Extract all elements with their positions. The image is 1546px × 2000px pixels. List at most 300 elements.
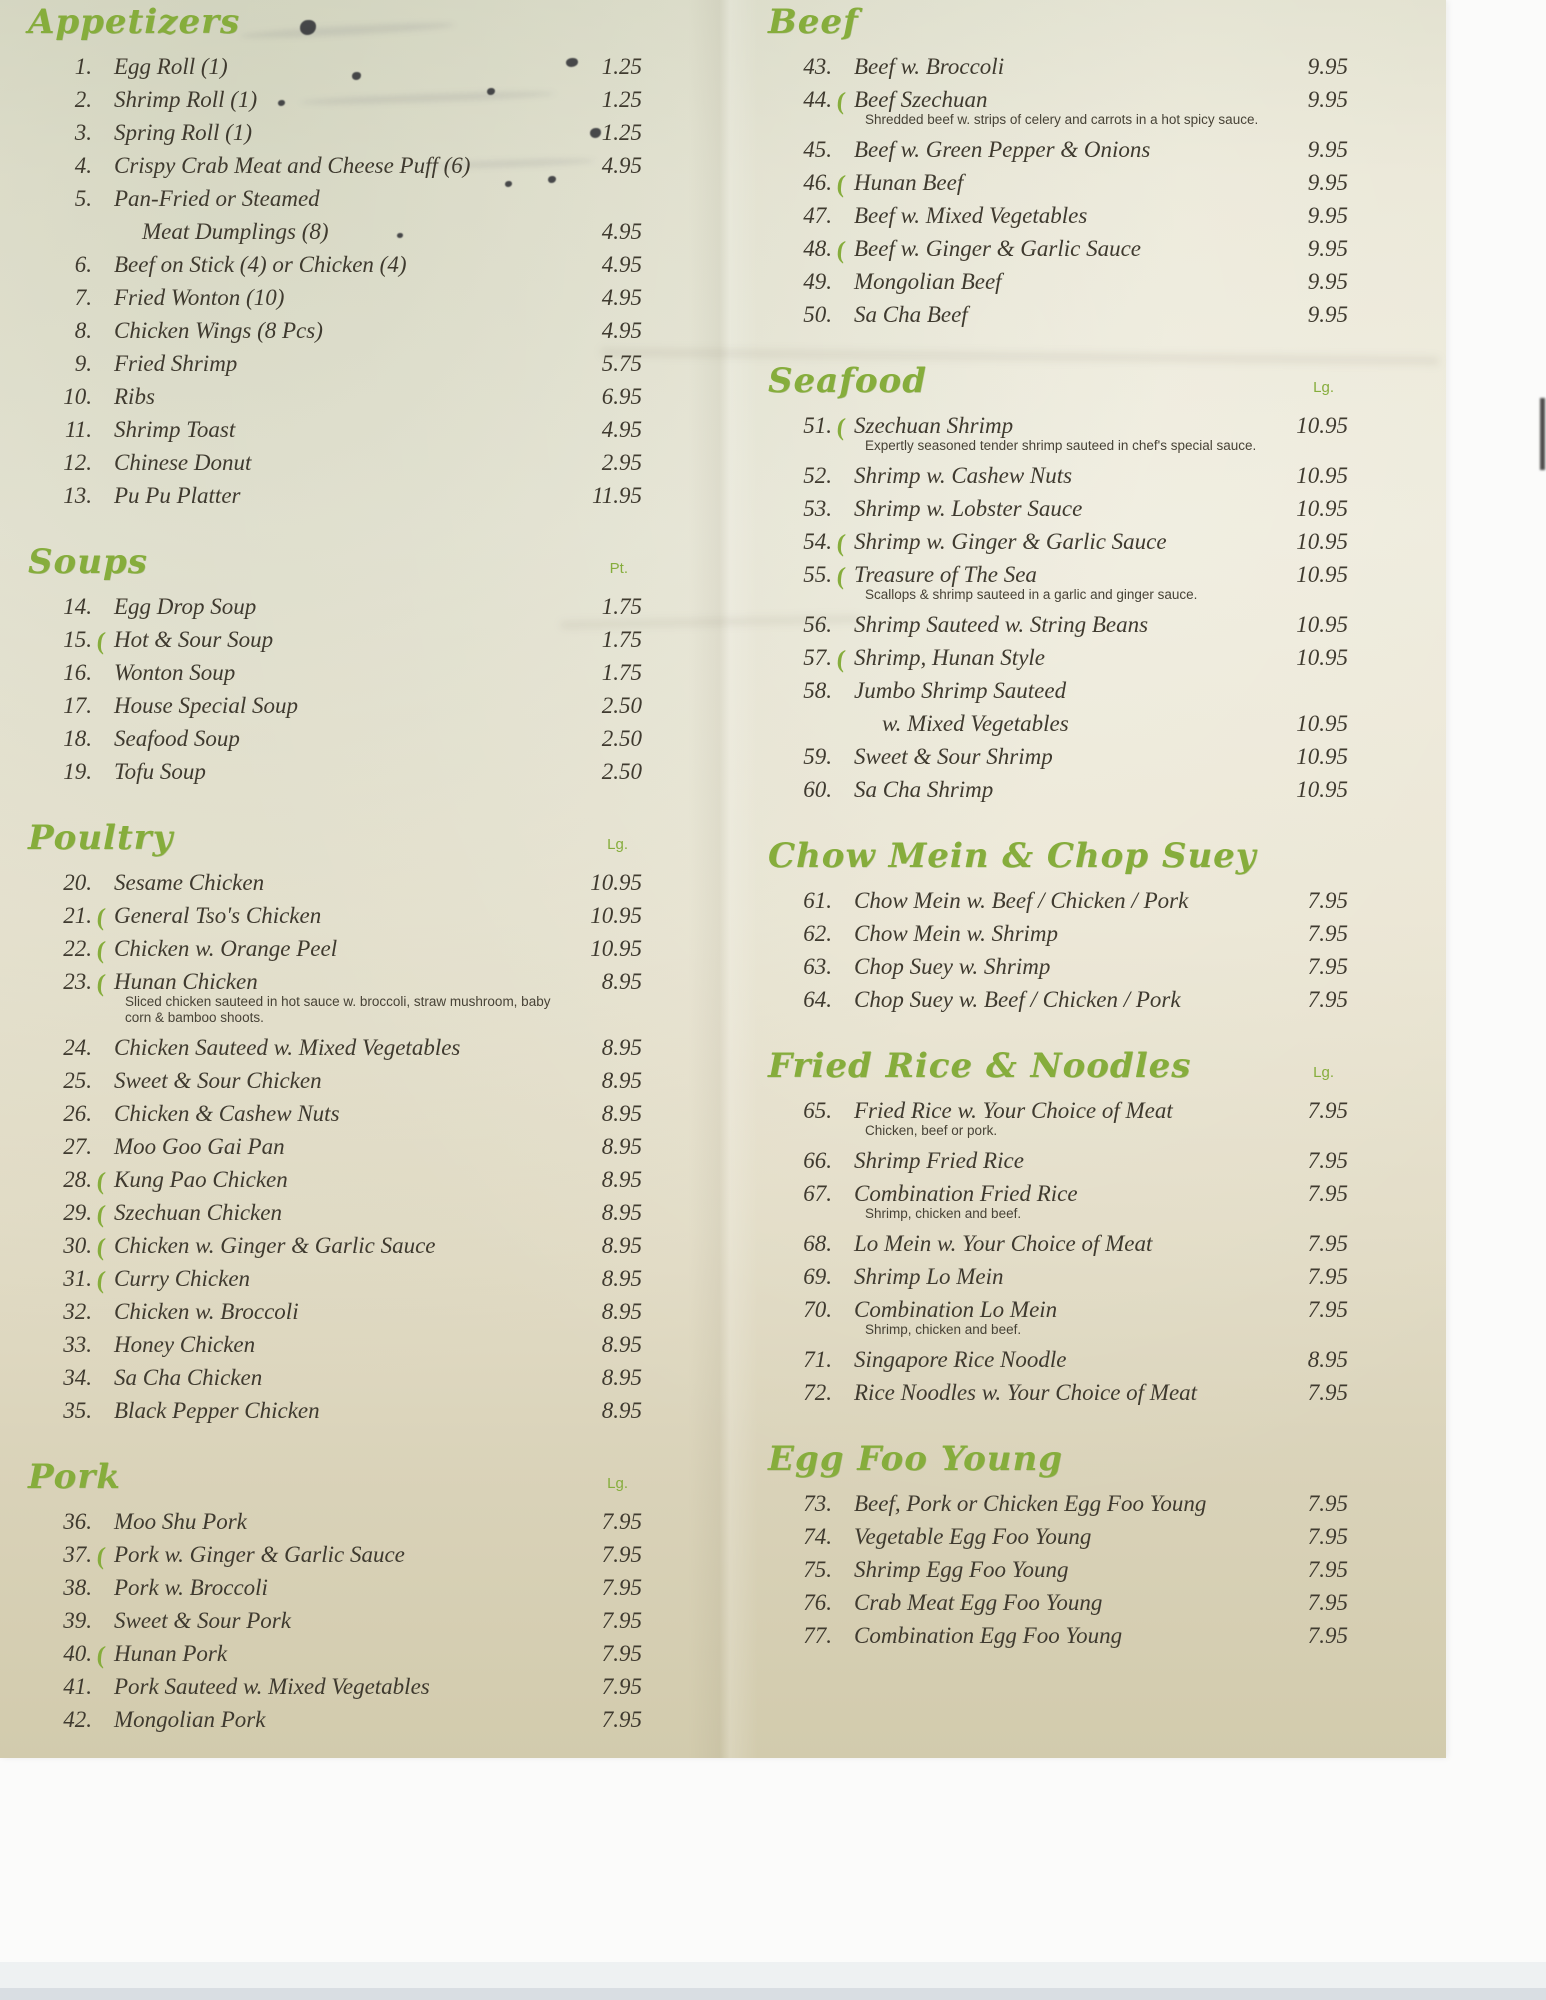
item-name: Kung Pao Chicken [114, 1167, 288, 1192]
item-name: Pork w. Broccoli [114, 1575, 268, 1600]
spicy-pepper-icon [832, 909, 850, 911]
item-price: 1.75 [601, 627, 642, 652]
spicy-pepper-icon [832, 1578, 850, 1580]
item-name: Chop Suey w. Beef / Chicken / Pork [854, 987, 1181, 1012]
spicy-pepper-icon [92, 372, 110, 374]
spicy-pepper-icon [832, 633, 850, 635]
menu-item-34 [30, 1361, 642, 1394]
section-title: Fried Rice & Noodles [768, 1046, 1192, 1086]
spicy-pepper-icon: ( [95, 1167, 107, 1196]
item-price: 10.95 [1296, 777, 1348, 802]
item-name: Sa Cha Chicken [114, 1365, 263, 1390]
item-number: 15. [63, 627, 92, 652]
section-chow-mein [770, 836, 1348, 1016]
spicy-pepper-icon [92, 747, 110, 749]
spicy-pepper-icon [832, 1401, 850, 1403]
spicy-pepper-icon [832, 1644, 850, 1646]
item-price: 7.95 [1307, 1590, 1348, 1615]
item-price: 7.95 [1307, 1181, 1348, 1206]
item-description: Sliced chicken sauteed in hot sauce w. broccoli, straw mushroom, baby corn & bamboo shoots. [125, 994, 551, 1025]
item-number: 21. [63, 903, 92, 928]
item-name: Fried Rice w. Your Choice of Meat [854, 1098, 1173, 1123]
section-title: Soups [28, 542, 148, 582]
item-number: 26. [63, 1101, 92, 1126]
item-number: 55. [803, 562, 832, 587]
section-title: Poultry [28, 818, 174, 858]
scan-edge-mark [1540, 398, 1545, 470]
item-number: 28. [63, 1167, 92, 1192]
item-number: 68. [803, 1231, 832, 1256]
item-price: 9.95 [1307, 87, 1348, 112]
item-number: 10. [63, 384, 92, 409]
menu-item-49 [770, 265, 1348, 298]
spicy-pepper-icon [92, 780, 110, 782]
item-price: 10.95 [590, 936, 642, 961]
spicy-pepper-icon [832, 484, 850, 486]
spicy-pepper-icon [832, 224, 850, 226]
item-number: 56. [803, 612, 832, 637]
item-name: Chicken w. Orange Peel [114, 936, 338, 961]
menu-item-32 [30, 1295, 642, 1328]
item-name: Beef, Pork or Chicken Egg Foo Young [854, 1491, 1207, 1516]
item-name: Treasure of The Sea [854, 562, 1037, 587]
item-price: 6.95 [601, 384, 642, 409]
item-price: 1.25 [601, 120, 642, 145]
spicy-pepper-icon [92, 891, 110, 893]
spicy-pepper-icon: ( [835, 562, 847, 591]
item-price: 10.95 [1296, 463, 1348, 488]
spicy-pepper-icon [832, 765, 850, 767]
menu-item-63 [770, 950, 1348, 983]
item-number: 38. [63, 1575, 92, 1600]
item-name: Chicken w. Broccoli [114, 1299, 299, 1324]
item-price: 9.95 [1307, 137, 1348, 162]
item-number: 45. [803, 137, 832, 162]
menu-item-60 [770, 773, 1348, 806]
item-name: Moo Shu Pork [114, 1509, 247, 1534]
item-number: 74. [803, 1524, 832, 1549]
section-title: Egg Foo Young [768, 1439, 1063, 1479]
menu-item-4 [30, 149, 642, 182]
item-number: 1. [74, 54, 92, 79]
item-number: 14. [63, 594, 92, 619]
item-name: Beef w. Mixed Vegetables [854, 203, 1088, 228]
item-name: Hunan Beef [854, 170, 964, 195]
menu-item-29 [30, 1196, 642, 1229]
item-price: 9.95 [1307, 302, 1348, 327]
item-number: 47. [803, 203, 832, 228]
item-name: General Tso's Chicken [114, 903, 322, 928]
item-number: 25. [63, 1068, 92, 1093]
item-price: 2.50 [601, 726, 642, 751]
item-name: Shrimp, Hunan Style [854, 645, 1046, 670]
menu-item-52 [770, 459, 1348, 492]
menu-item-27 [30, 1130, 642, 1163]
spicy-pepper-icon: ( [95, 936, 107, 965]
item-name: Beef Szechuan [854, 87, 988, 112]
item-price: 8.95 [601, 1332, 642, 1357]
menu-item-5 [30, 182, 642, 248]
size-column-label: Lg. [1313, 1064, 1334, 1081]
item-name: Curry Chicken [114, 1266, 251, 1291]
item-description: Scallops & shrimp sauteed in a garlic and ginger sauce. [865, 587, 1198, 602]
spicy-pepper-icon [832, 1512, 850, 1514]
menu-item-70 [770, 1293, 1348, 1326]
item-name: Black Pepper Chicken [114, 1398, 320, 1423]
menu-item-46 [770, 166, 1348, 199]
item-name: Sweet & Sour Chicken [114, 1068, 322, 1093]
spicy-pepper-icon [92, 339, 110, 341]
spicy-pepper-icon [92, 1596, 110, 1598]
spicy-pepper-icon [92, 1386, 110, 1388]
spicy-pepper-icon: ( [95, 1200, 107, 1229]
section-fried-rice [770, 1046, 1348, 1409]
item-name: Beef w. Green Pepper & Onions [854, 137, 1151, 162]
spicy-pepper-icon [92, 1728, 110, 1730]
spicy-pepper-icon [92, 306, 110, 308]
item-name: Egg Drop Soup [114, 594, 257, 619]
section-header [768, 1439, 1348, 1479]
item-price: 1.75 [601, 594, 642, 619]
item-name: Pork w. Ginger & Garlic Sauce [114, 1542, 405, 1567]
spicy-pepper-icon [832, 1119, 850, 1121]
paper-crease [688, 0, 758, 1758]
spicy-pepper-icon [92, 1695, 110, 1697]
item-name: Seafood Soup [114, 726, 240, 751]
item-number: 6. [74, 252, 92, 277]
item-name: Chow Mein w. Shrimp [854, 921, 1059, 946]
spicy-pepper-icon [832, 1285, 850, 1287]
spicy-pepper-icon: ( [95, 627, 107, 656]
item-name: Pu Pu Platter [114, 483, 241, 508]
item-number: 17. [63, 693, 92, 718]
item-name: Shrimp Fried Rice [854, 1148, 1024, 1173]
spicy-pepper-icon: ( [835, 529, 847, 558]
item-number: 57. [803, 645, 832, 670]
spicy-pepper-icon [92, 1320, 110, 1322]
spicy-pepper-icon [832, 517, 850, 519]
item-name: Mongolian Beef [854, 269, 1002, 294]
item-price: 7.95 [1307, 1297, 1348, 1322]
item-price: 4.95 [601, 219, 642, 244]
spicy-pepper-icon: ( [95, 1641, 107, 1670]
menu-item-64 [770, 983, 1348, 1016]
section-header [28, 2, 642, 42]
menu-item-25 [30, 1064, 642, 1097]
item-name: Pork Sauteed w. Mixed Vegetables [114, 1674, 430, 1699]
item-number: 23. [63, 969, 92, 994]
item-number: 11. [64, 417, 92, 442]
size-column-label: Lg. [607, 1475, 628, 1492]
item-price: 9.95 [1307, 236, 1348, 261]
item-name: Beef on Stick (4) or Chicken (4) [114, 252, 407, 277]
item-name: Combination Egg Foo Young [854, 1623, 1123, 1648]
item-name: Singapore Rice Noodle [854, 1347, 1067, 1372]
item-name: Rice Noodles w. Your Choice of Meat [854, 1380, 1198, 1405]
spicy-pepper-icon [92, 1122, 110, 1124]
item-name: Chow Mein w. Beef / Chicken / Pork [854, 888, 1189, 913]
item-number: 60. [803, 777, 832, 802]
section-seafood [770, 361, 1348, 806]
menu-item-26 [30, 1097, 642, 1130]
item-name: Sweet & Sour Shrimp [854, 744, 1053, 769]
item-name: Chicken Sauteed w. Mixed Vegetables [114, 1035, 461, 1060]
item-price: 10.95 [1296, 711, 1348, 736]
item-price: 8.95 [601, 1035, 642, 1060]
item-price: 8.95 [1307, 1347, 1348, 1372]
item-name: Shrimp Roll (1) [114, 87, 258, 112]
spicy-pepper-icon [92, 273, 110, 275]
item-number: 39. [63, 1608, 92, 1633]
item-number: 24. [63, 1035, 92, 1060]
item-number: 65. [803, 1098, 832, 1123]
item-name: Chinese Donut [114, 450, 252, 475]
menu-item-37 [30, 1538, 642, 1571]
spicy-pepper-icon [832, 1169, 850, 1171]
spicy-pepper-icon [92, 75, 110, 77]
item-number: 32. [63, 1299, 92, 1324]
item-price: 8.95 [601, 1134, 642, 1159]
menu-item-39 [30, 1604, 642, 1637]
menu-column-left [28, 2, 642, 1736]
spicy-pepper-icon [92, 1089, 110, 1091]
section-title: Appetizers [28, 2, 241, 42]
item-price: 4.95 [601, 417, 642, 442]
item-number: 71. [803, 1347, 832, 1372]
menu-item-36 [30, 1505, 642, 1538]
menu-item-7 [30, 281, 642, 314]
menu-item-48 [770, 232, 1348, 265]
item-name: Ribs [114, 384, 155, 409]
item-number: 73. [803, 1491, 832, 1516]
item-name: Combination Fried Rice [854, 1181, 1078, 1206]
section-title: Pork [28, 1457, 121, 1497]
menu-item-57 [770, 641, 1348, 674]
item-price: 7.95 [1307, 1231, 1348, 1256]
item-number: 59. [803, 744, 832, 769]
menu-item-45 [770, 133, 1348, 166]
section-title: Seafood [768, 361, 927, 401]
menu-item-31 [30, 1262, 642, 1295]
spicy-pepper-icon: ( [835, 413, 847, 442]
item-number: 49. [803, 269, 832, 294]
item-price: 7.95 [1307, 1148, 1348, 1173]
menu-item-69 [770, 1260, 1348, 1293]
spicy-pepper-icon [92, 438, 110, 440]
menu-item-3 [30, 116, 642, 149]
spicy-pepper-icon [92, 615, 110, 617]
menu-item-35 [30, 1394, 642, 1427]
item-name: Sa Cha Beef [854, 302, 968, 327]
item-price: 11.95 [591, 483, 642, 508]
item-number: 62. [803, 921, 832, 946]
item-price: 8.95 [601, 1398, 642, 1423]
item-number: 8. [74, 318, 92, 343]
menu-item-9 [30, 347, 642, 380]
item-price: 10.95 [1296, 612, 1348, 637]
spicy-pepper-icon [92, 504, 110, 506]
menu-item-22 [30, 932, 642, 965]
menu-item-65 [770, 1094, 1348, 1127]
section-header [28, 1457, 642, 1497]
item-number: 37. [63, 1542, 92, 1567]
item-number: 35. [63, 1398, 92, 1423]
item-name: Shrimp Sauteed w. String Beans [854, 612, 1149, 637]
item-price: 8.95 [601, 1200, 642, 1225]
spicy-pepper-icon [92, 405, 110, 407]
item-number: 51. [803, 413, 832, 438]
spicy-pepper-icon [92, 141, 110, 143]
item-number: 54. [803, 529, 832, 554]
item-number: 9. [74, 351, 92, 376]
item-number: 4. [74, 153, 92, 178]
item-name: Tofu Soup [114, 759, 206, 784]
item-name: Jumbo Shrimp Sauteed w. Mixed Vegetables [854, 678, 1069, 736]
menu-item-28 [30, 1163, 642, 1196]
spicy-pepper-icon [832, 158, 850, 160]
section-title: Beef [768, 2, 859, 42]
item-number: 42. [63, 1707, 92, 1732]
section-appetizers [30, 2, 642, 512]
item-price: 7.95 [1307, 987, 1348, 1012]
item-name: House Special Soup [114, 693, 298, 718]
item-number: 72. [803, 1380, 832, 1405]
menu-item-14 [30, 590, 642, 623]
menu-item-38 [30, 1571, 642, 1604]
item-name: Wonton Soup [114, 660, 236, 685]
item-name: Shrimp Egg Foo Young [854, 1557, 1069, 1582]
item-price: 7.95 [1307, 888, 1348, 913]
item-name: Sweet & Sour Pork [114, 1608, 291, 1633]
spicy-pepper-icon [832, 75, 850, 77]
menu-item-43 [770, 50, 1348, 83]
menu-item-68 [770, 1227, 1348, 1260]
menu-item-71 [770, 1343, 1348, 1376]
spicy-pepper-icon [832, 699, 850, 701]
item-name: Pan-Fried or Steamed Meat Dumplings (8) [114, 186, 329, 244]
item-description: Shrimp, chicken and beef. [865, 1322, 1022, 1337]
item-price: 9.95 [1307, 269, 1348, 294]
spicy-pepper-icon [92, 1155, 110, 1157]
item-number: 50. [803, 302, 832, 327]
item-price: 4.95 [601, 318, 642, 343]
menu-item-8 [30, 314, 642, 347]
menu-item-2 [30, 83, 642, 116]
menu-item-74 [770, 1520, 1348, 1553]
menu-item-50 [770, 298, 1348, 331]
spicy-pepper-icon: ( [95, 1266, 107, 1295]
spicy-pepper-icon [832, 1318, 850, 1320]
item-name: Shrimp w. Lobster Sauce [854, 496, 1083, 521]
item-number: 27. [63, 1134, 92, 1159]
scanner-edge [0, 1962, 1546, 1988]
item-price: 7.95 [601, 1575, 642, 1600]
item-price: 2.50 [601, 693, 642, 718]
spicy-pepper-icon [832, 1611, 850, 1613]
item-number: 52. [803, 463, 832, 488]
spicy-pepper-icon: ( [835, 170, 847, 199]
item-name: Lo Mein w. Your Choice of Meat [854, 1231, 1153, 1256]
spicy-pepper-icon [92, 1530, 110, 1532]
item-number: 41. [63, 1674, 92, 1699]
item-price: 7.95 [601, 1674, 642, 1699]
menu-item-41 [30, 1670, 642, 1703]
item-number: 64. [803, 987, 832, 1012]
item-number: 46. [803, 170, 832, 195]
menu-item-12 [30, 446, 642, 479]
item-number: 48. [803, 236, 832, 261]
menu-column-right [768, 2, 1348, 1652]
spicy-pepper-icon [832, 798, 850, 800]
menu-item-76 [770, 1586, 1348, 1619]
spicy-pepper-icon [832, 975, 850, 977]
item-price: 4.95 [601, 153, 642, 178]
item-name: Shrimp Toast [114, 417, 236, 442]
item-name: Beef w. Ginger & Garlic Sauce [854, 236, 1142, 261]
item-number: 13. [63, 483, 92, 508]
menu-item-16 [30, 656, 642, 689]
section-header [28, 818, 642, 858]
spicy-pepper-icon [92, 714, 110, 716]
section-header [768, 836, 1348, 876]
menu-item-77 [770, 1619, 1348, 1652]
item-number: 43. [803, 54, 832, 79]
item-price: 9.95 [1307, 170, 1348, 195]
item-number: 29. [63, 1200, 92, 1225]
item-name: Egg Roll (1) [114, 54, 228, 79]
item-number: 66. [803, 1148, 832, 1173]
item-name: Beef w. Broccoli [854, 54, 1005, 79]
item-name: Szechuan Chicken [114, 1200, 282, 1225]
menu-item-6 [30, 248, 642, 281]
section-header [28, 542, 642, 582]
item-price: 7.95 [1307, 1557, 1348, 1582]
menu-item-19 [30, 755, 642, 788]
item-name: Hunan Pork [114, 1641, 228, 1666]
item-name: Shrimp Lo Mein [854, 1264, 1004, 1289]
item-price: 10.95 [1296, 496, 1348, 521]
item-price: 4.95 [601, 285, 642, 310]
spicy-pepper-icon [832, 1008, 850, 1010]
menu-item-30 [30, 1229, 642, 1262]
item-price: 1.25 [601, 87, 642, 112]
spicy-pepper-icon [832, 290, 850, 292]
item-number: 77. [803, 1623, 832, 1648]
item-price: 7.95 [601, 1608, 642, 1633]
item-price: 7.95 [601, 1641, 642, 1666]
spicy-pepper-icon [832, 1252, 850, 1254]
item-price: 7.95 [1307, 1491, 1348, 1516]
spicy-pepper-icon [92, 207, 110, 209]
item-name: Hot & Sour Soup [114, 627, 274, 652]
spicy-pepper-icon [832, 942, 850, 944]
item-price: 10.95 [1296, 529, 1348, 554]
item-number: 76. [803, 1590, 832, 1615]
item-number: 53. [803, 496, 832, 521]
item-number: 40. [63, 1641, 92, 1666]
spicy-pepper-icon: ( [835, 645, 847, 674]
section-beef [770, 2, 1348, 331]
item-price: 7.95 [1307, 954, 1348, 979]
section-poultry [30, 818, 642, 1427]
item-price: 10.95 [590, 870, 642, 895]
item-name: Chop Suey w. Shrimp [854, 954, 1051, 979]
spicy-pepper-icon: ( [95, 1542, 107, 1571]
scanner-edge [0, 1988, 1546, 2000]
spicy-pepper-icon [832, 323, 850, 325]
item-number: 70. [803, 1297, 832, 1322]
item-number: 61. [803, 888, 832, 913]
